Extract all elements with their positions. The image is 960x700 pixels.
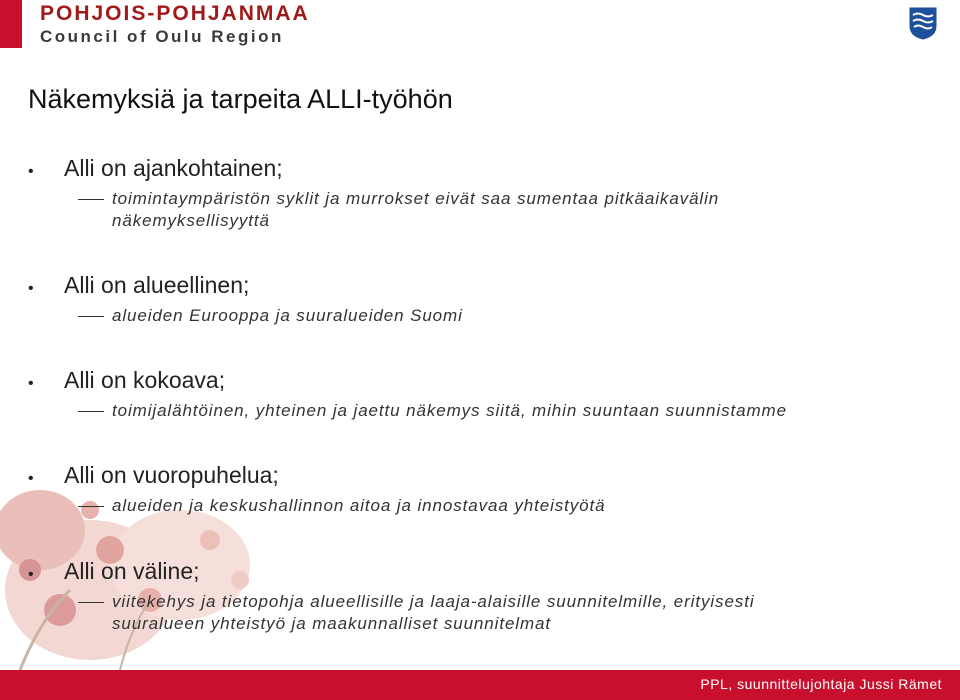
footer-author: PPL, suunnittelujohtaja Jussi Rämet <box>700 676 942 692</box>
bullet-text: Alli on vuoropuhelua; <box>64 462 279 488</box>
bullet-text: Alli on kokoava; <box>64 367 226 393</box>
bullet-item <box>28 155 812 232</box>
bullet-text: Alli on ajankohtainen; <box>64 155 283 181</box>
bullet-item <box>28 272 463 327</box>
dash-marker <box>78 305 112 327</box>
bullet-dot: • <box>28 375 34 392</box>
bullet-dot: • <box>28 280 34 297</box>
footer-bar <box>0 670 960 700</box>
organization-logo <box>40 2 310 48</box>
bullet-dot: • <box>28 470 34 487</box>
page-title: Näkemyksiä ja tarpeita ALLI-työhön <box>28 84 453 114</box>
bullet-text: Alli on väline; <box>64 558 200 584</box>
org-subtitle: Council of Oulu Region <box>40 27 284 46</box>
regional-coat-of-arms-icon <box>908 6 938 40</box>
org-name: POHJOIS-POHJANMAA <box>40 2 310 25</box>
bullet-subtext: alueiden ja keskushallinnon aitoa ja innostavaa yhteistyötä <box>112 496 606 515</box>
dash-marker <box>78 400 112 422</box>
bullet-subtext: toimijalähtöinen, yhteinen ja jaettu näkemys siitä, mihin suuntaan suunnistamme <box>112 401 787 420</box>
bullet-dot: • <box>28 163 34 180</box>
bullet-item <box>28 462 606 517</box>
bullet-item <box>28 367 787 422</box>
dash-marker <box>78 188 112 232</box>
bullet-dot: • <box>28 566 34 583</box>
bullet-subtext: toimintaympäristön syklit ja murrokset eivät saa sumentaa pitkäaikavälin näkemyksellisyyttä <box>112 189 720 230</box>
bullet-item <box>28 558 852 635</box>
dash-marker <box>78 591 112 635</box>
bullet-text: Alli on alueellinen; <box>64 272 250 298</box>
header-accent-bar <box>0 0 22 48</box>
dash-marker <box>78 495 112 517</box>
bullet-subtext: alueiden Eurooppa ja suuralueiden Suomi <box>112 306 463 325</box>
bullet-subtext: viitekehys ja tietopohja alueellisille ja laaja-alaisille suunnitelmille, erityisesti suuralueen yhteistyö ja maakunnalliset suunnitelmat <box>112 592 755 633</box>
